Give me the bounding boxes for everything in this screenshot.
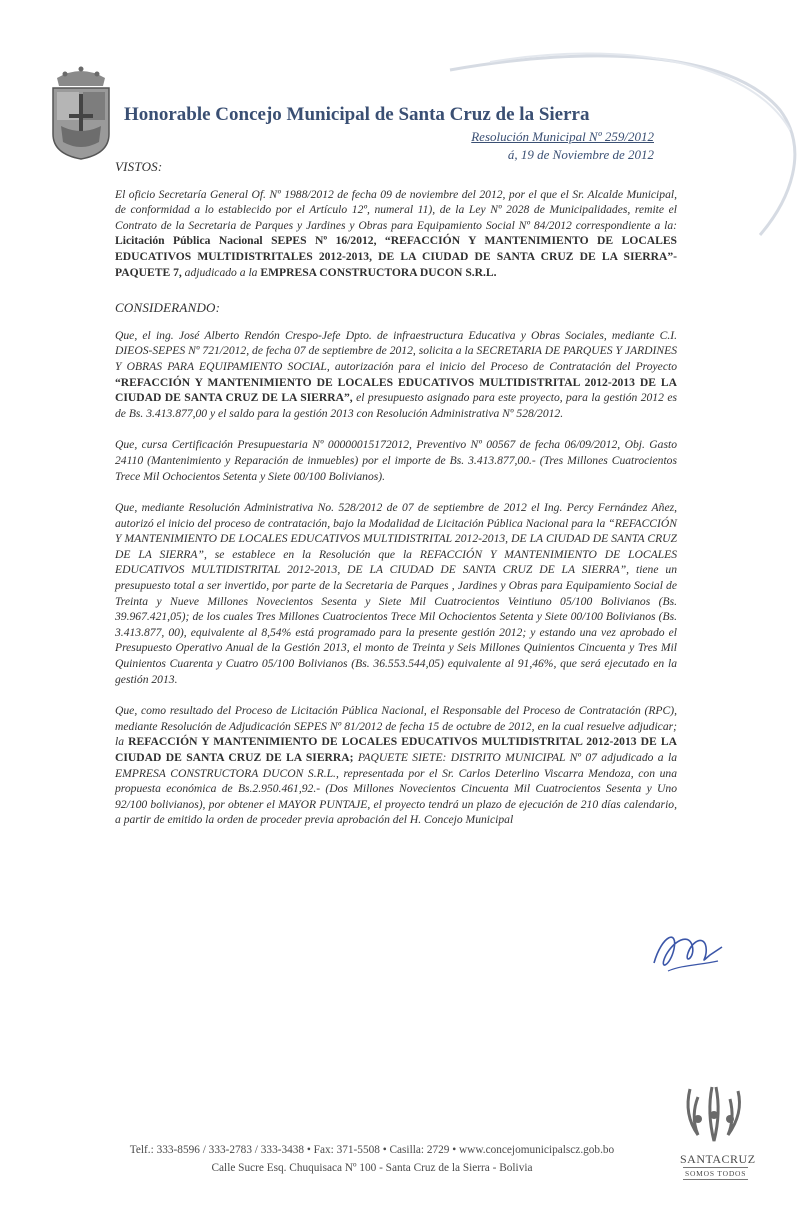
resolution-number: Resolución Municipal Nº 259/2012 [471, 129, 654, 144]
footer-contact-text: Telf.: 333-8596 / 333-2783 / 333-3438 • Fax: 371-5508 • Casilla: 2729 • www.concejomunicipalscz.gob.bo [129, 1144, 615, 1156]
text-run: El oficio Secretaría General Of. Nº 1988/2012 de fecha 09 de noviembre del 2012, por el que el Sr. Alcalde Municipal, de conformidad a lo establecido por el Artículo 12º, numeral 11), de la Ley Nº 2028 de Municipalidades, remite el Contrato de la Secretaria de Parques y Jardines y Obras para Equipamiento Social Nº 84/2012 correspondiente a la: [115, 187, 677, 232]
text-run: Que, el ing. José Alberto Rendón Crespo-Jefe Dpto. de infraestructura Educativa y Obras Sociales, mediante C.I. DIEOS-SEPES Nº 721/2012, de fecha 07 de septiembre de 2012, solicita a la SECRETARIA DE PARQUES Y JARDINES Y OBRAS PARA EQUIPAMIENTO SOCIAL, autorización para el inicio del Proceso de Contratación del Proyecto [115, 328, 677, 373]
text-run: adjudicado a la [181, 265, 261, 279]
bold-run: “REFACCIÓN Y MANTENIMIENTO DE LOCALES EDUCATIVOS MULTIDISTRITAL 2012-2013 DE LA CIUDAD DE SANTA CRUZ DE LA SIERRA”, [115, 375, 677, 405]
handwritten-signature-icon [648, 925, 728, 981]
municipal-coat-of-arms-icon [49, 64, 113, 160]
footer-address-text: Calle Sucre Esq. Chuquisaca Nº 100 - Santa Cruz de la Sierra - Bolivia [211, 1162, 533, 1174]
considerando-paragraph-4 [115, 703, 677, 828]
considerando-paragraph-2: Que, cursa Certificación Presupuestaria Nº 00000015172012, Preventivo Nº 00567 de fecha 06/09/2012, Obj. Gasto 24110 (Mantenimiento y Reparación de inmuebles) por el importe de Bs. 3.413.877,00.- (Tres Millones Cuatrocientos Trece Mil Ochocientos Setenta y Siete 00/100 Bolivianos). [115, 438, 677, 483]
text-run: Que, como resultado del Proceso de Licitación Pública Nacional, el Responsable del Proceso de Contratación (RPC), mediante Resolución de Adjudicación SEPES Nº 81/2012 de fecha 15 de octubre de 2012, en la cual resuelve adjudicar; la [115, 704, 677, 749]
bold-run: EMPRESA CONSTRUCTORA DUCON S.R.L. [260, 265, 497, 279]
vistos-paragraph [115, 187, 677, 281]
section-heading-considerando: CONSIDERANDO: [115, 300, 221, 316]
text-run: el presupuesto asignado para este proyecto, para la gestión 2012 es de Bs. 3.413.877,00 y el saldo para la gestión 2013 con Resolución Administrativa Nº 528/2012. [115, 391, 677, 420]
section-heading-vistos: VISTOS: [115, 159, 163, 174]
considerando-paragraph-1 [115, 328, 677, 422]
organization-name: Honorable Concejo Municipal de Santa Cruz de la Sierra [124, 104, 590, 125]
bold-run: Licitación Pública Nacional SEPES Nº 16/2012, “REFACCIÓN Y MANTENIMIENTO DE LOCALES EDUCATIVOS MULTIDISTRITALES 2012-2013, DE LA CIUDAD DE SANTA CRUZ DE LA SIERRA”- PAQUETE 7, [115, 234, 677, 279]
resolution-date: á, 19 de Noviembre de 2012 [507, 147, 654, 162]
text-run: PAQUETE SIETE: DISTRITO MUNICIPAL Nº 07 adjudicado a la EMPRESA CONSTRUCTORA DUCON S.R.L., representada por el Sr. Carlos Deterlino Viscarra Mendoza, con una propuesta económica de Bs.2.950.461,92.- (Dos Millones Novecientos Cincuenta Mil Cuatrocientos Sesenta y Uno 92/100 bolivianos), por obtener el MAYOR PUNTAJE, el proyecto tendrá un plazo de ejecución de 210 días calendario, a partir de emitido la orden de proceder previa aprobación del H. Concejo Municipal [115, 751, 677, 827]
logo-tagline: SOMOS TODOS [685, 1169, 747, 1178]
considerando-paragraph-3: Que, mediante Resolución Administrativa No. 528/2012 de 07 de septiembre de 2012 el Ing. Percy Fernández Añez, autorizó el inicio del proceso de contratación, bajo la Modalidad de Licitación Pública Nacional para la “REFACCIÓN Y MANTENIMIENTO DE LOCALES EDUCATIVOS MULTIDISTRITAL 2012-2013, DE LA CIUDAD DE SANTA CRUZ DE LA SIERRA”, se establece en la Resolución que la REFACCIÓN Y MANTENIMIENTO DE LOCALES EDUCATIVOS MULTIDISTRITAL 2012-2013, DE LA CIUDAD DE SANTA CRUZ DE LA SIERRA”, tiene un presupuesto total a ser invertido, por parte de la Secretaria de Parques , Jardines y Obras para Equipamiento Social de Treinta y Nueve Millones Novecientos Sesenta y Siete Mil Cuatrocientos Veintiuno 05/100 Bolivianos (Bs. 39.967.421,05); de los cuales Tres Millones Cuatrocientos Trece Mil Ochocientos Setenta y Siete 00/100 Bolivianos (Bs. 3.413.877, 00), equivalente al 8,54% está programado para la presente gestión 2012; y estando una vez aprobado el Presupuesto Operativo Anual de la Gestión 2013, el monto de Treinta y Seis Millones Quinientos Cincuenta y Tres Mil Quinientos Cuarenta y Cuatro 05/100 Bolivianos (Bs. 36.553.544,05) equivalente al 91,46%, que será ejecutado en la gestión 2013. [115, 501, 677, 686]
bold-run: REFACCIÓN Y MANTENIMIENTO DE LOCALES EDUCATIVOS MULTIDISTRITAL 2012-2013 DE LA CIUDAD DE SANTA CRUZ DE LA SIERRA; [115, 735, 677, 764]
document-body [115, 159, 677, 844]
logo-wordmark: SANTACRUZ [680, 1152, 756, 1166]
